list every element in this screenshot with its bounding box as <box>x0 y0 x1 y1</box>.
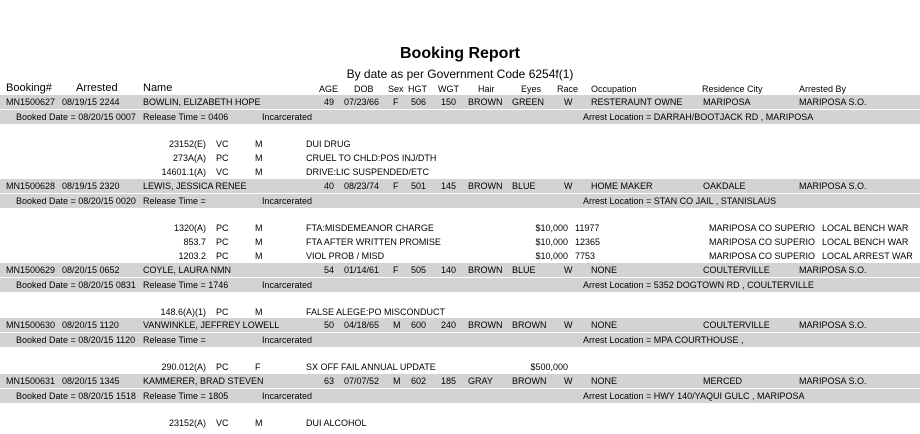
record-header-band <box>0 179 920 193</box>
charge-description: FTA:MISDEMEANOR CHARGE <box>306 223 434 233</box>
occupation: RESTERAUNT OWNE <box>591 97 683 107</box>
age: 49 <box>324 97 335 107</box>
bail-amount: $10,000 <box>535 237 568 247</box>
charge-level: M <box>255 167 263 177</box>
booking-number: MN1500629 <box>6 265 56 275</box>
charge-description: VIOL PROB / MISD <box>306 251 385 261</box>
record-booking-band <box>0 333 920 347</box>
col-age: AGE <box>319 84 339 94</box>
occupation: NONE <box>591 265 618 275</box>
release-time: Release Time = 0406 <box>143 112 229 122</box>
case-number: 7753 <box>575 251 596 261</box>
height: 600 <box>411 320 427 330</box>
eyes: BLUE <box>512 181 536 191</box>
age: 50 <box>324 320 335 330</box>
release-time: Release Time = <box>143 335 206 345</box>
charge-description: DUI DRUG <box>306 139 351 149</box>
warrant-type: LOCAL BENCH WAR <box>822 223 909 233</box>
col-eyes: Eyes <box>521 84 542 94</box>
eyes: BROWN <box>512 320 547 330</box>
arrest-location: Arrest Location = DARRAH/BOOTJACK RD , MARIPOSA <box>583 112 814 122</box>
charge-type: PC <box>216 223 229 233</box>
charge-level: M <box>255 307 263 317</box>
sex: F <box>393 97 399 107</box>
case-number: 12365 <box>575 237 601 247</box>
release-time: Release Time = <box>143 196 206 206</box>
case-number: 11977 <box>575 223 600 233</box>
booked-date: Booked Date = 08/20/15 1120 <box>16 335 136 345</box>
eyes: BLUE <box>512 265 536 275</box>
release-time: Release Time = 1805 <box>143 391 229 401</box>
race: W <box>564 320 573 330</box>
booked-date: Booked Date = 08/20/15 0020 <box>16 196 136 206</box>
hair: BROWN <box>468 265 503 275</box>
col-hair: Hair <box>478 84 495 94</box>
report-title: Booking Report <box>400 45 520 62</box>
arrestee-name: LEWIS, JESSICA RENEE <box>143 181 247 191</box>
custody-status: Incarcerated <box>262 196 313 206</box>
charge-type: PC <box>216 307 229 317</box>
dob: 08/23/74 <box>344 181 380 191</box>
sex: F <box>393 181 399 191</box>
booking-number: MN1500628 <box>6 181 56 191</box>
charge-level: M <box>255 237 263 247</box>
residence-city: COULTERVILLE <box>703 320 770 330</box>
charge-type: PC <box>216 237 229 247</box>
charge-description: FTA AFTER WRITTEN PROMISE <box>306 237 441 247</box>
arrestee-name: VANWINKLE, JEFFREY LOWELL <box>143 320 280 330</box>
eyes: BROWN <box>512 376 547 386</box>
age: 54 <box>324 265 335 275</box>
age: 40 <box>324 181 335 191</box>
arrested-datetime: 08/19/15 2244 <box>62 97 120 107</box>
race: W <box>564 265 573 275</box>
height: 501 <box>411 181 427 191</box>
custody-status: Incarcerated <box>262 391 313 401</box>
bail-amount: $10,000 <box>535 223 568 233</box>
height: 602 <box>411 376 427 386</box>
court: MARIPOSA CO SUPERIO <box>709 223 816 233</box>
charge-description: FALSE ALEGE:PO MISCONDUCT <box>306 307 446 317</box>
charge-level: M <box>255 139 263 149</box>
race: W <box>564 376 573 386</box>
arrestee-name: BOWLIN, ELIZABETH HOPE <box>143 97 261 107</box>
height: 505 <box>411 265 427 275</box>
residence-city: OAKDALE <box>703 181 746 191</box>
height: 506 <box>411 97 427 107</box>
record-header-band <box>0 374 920 388</box>
record-header-band <box>0 95 920 109</box>
sex: F <box>393 265 399 275</box>
booking-number: MN1500627 <box>6 97 56 107</box>
hair: BROWN <box>468 181 503 191</box>
charge-type: PC <box>216 153 229 163</box>
weight: 140 <box>441 265 457 275</box>
col-booking: Booking# <box>6 82 52 94</box>
charge-type: PC <box>216 251 229 261</box>
age: 63 <box>324 376 335 386</box>
residence-city: COULTERVILLE <box>703 265 770 275</box>
charge-level: M <box>255 223 263 233</box>
charge-type: VC <box>216 139 229 149</box>
eyes: GREEN <box>512 97 545 107</box>
release-time: Release Time = 1746 <box>143 280 229 290</box>
charge-code: 23152(A) <box>168 418 206 428</box>
occupation: NONE <box>591 376 618 386</box>
arrested-datetime: 08/20/15 1345 <box>62 376 120 386</box>
charge-code: 853.7 <box>183 237 206 247</box>
record-header-band <box>0 318 920 332</box>
dob: 04/18/65 <box>344 320 380 330</box>
charge-level: M <box>255 251 263 261</box>
custody-status: Incarcerated <box>262 335 313 345</box>
custody-status: Incarcerated <box>262 280 313 290</box>
arrested-datetime: 08/20/15 1120 <box>62 320 119 330</box>
sex: M <box>393 376 401 386</box>
arrest-location: Arrest Location = MPA COURTHOUSE , <box>583 335 744 345</box>
bail-amount: $500,000 <box>530 362 568 372</box>
residence-city: MARIPOSA <box>703 97 751 107</box>
col-name: Name <box>143 82 173 94</box>
charge-description: DUI ALCOHOL <box>306 418 367 428</box>
charge-description: CRUEL TO CHLD:POS INJ/DTH <box>306 153 437 163</box>
weight: 150 <box>441 97 457 107</box>
booking-number: MN1500630 <box>6 320 56 330</box>
occupation: NONE <box>591 320 618 330</box>
dob: 07/07/52 <box>344 376 380 386</box>
report-subtitle: By date as per Government Code 6254f(1) <box>346 67 574 81</box>
race: W <box>564 181 573 191</box>
charge-level: M <box>255 153 263 163</box>
booked-date: Booked Date = 08/20/15 1518 <box>16 391 136 401</box>
arrested-by: MARIPOSA S.O. <box>799 97 867 107</box>
col-race: Race <box>557 84 579 94</box>
charge-code: 23152(E) <box>168 139 206 149</box>
charge-code: 148.6(A)(1) <box>160 307 206 317</box>
charge-code: 14601.1(A) <box>161 167 206 177</box>
warrant-type: LOCAL BENCH WAR <box>822 237 909 247</box>
arrested-by: MARIPOSA S.O. <box>799 265 867 275</box>
col-residence-city: Residence City <box>702 84 763 94</box>
arrested-by: MARIPOSA S.O. <box>799 376 867 386</box>
race: W <box>564 97 573 107</box>
col-arrested: Arrested <box>76 82 118 94</box>
arrested-datetime: 08/19/15 2320 <box>62 181 120 191</box>
custody-status: Incarcerated <box>262 112 313 122</box>
residence-city: MERCED <box>703 376 743 386</box>
charge-level: M <box>255 418 263 428</box>
arrest-location: Arrest Location = STAN CO JAIL , STANISLAUS <box>583 196 777 206</box>
sex: M <box>393 320 401 330</box>
arrest-location: Arrest Location = 5352 DOGTOWN RD , COULTERVILLE <box>583 280 814 290</box>
booked-date: Booked Date = 08/20/15 0007 <box>16 112 136 122</box>
charge-code: 290.012(A) <box>161 362 206 372</box>
dob: 01/14/61 <box>344 265 380 275</box>
arrested-by: MARIPOSA S.O. <box>799 320 867 330</box>
arrestee-name: COYLE, LAURA NMN <box>143 265 232 275</box>
court: MARIPOSA CO SUPERIO <box>709 237 816 247</box>
col-sex: Sex <box>388 84 404 94</box>
charge-code: 273A(A) <box>172 153 206 163</box>
arrest-location: Arrest Location = HWY 140/YAQUI GULC , MARIPOSA <box>583 391 805 401</box>
court: MARIPOSA CO SUPERIO <box>709 251 816 261</box>
col-arrested-by: Arrested By <box>799 84 847 94</box>
hair: BROWN <box>468 320 503 330</box>
col-dob: DOB <box>354 84 374 94</box>
weight: 185 <box>441 376 457 386</box>
charge-type: VC <box>216 418 229 428</box>
hair: BROWN <box>468 97 503 107</box>
charge-description: DRIVE:LIC SUSPENDED/ETC <box>306 167 430 177</box>
arrested-by: MARIPOSA S.O. <box>799 181 867 191</box>
record-header-band <box>0 263 920 277</box>
col-occupation: Occupation <box>591 84 637 94</box>
arrested-datetime: 08/20/15 0652 <box>62 265 120 275</box>
hair: GRAY <box>468 376 493 386</box>
charge-code: 1320(A) <box>173 223 206 233</box>
charge-type: PC <box>216 362 229 372</box>
charge-code: 1203.2 <box>178 251 206 261</box>
weight: 145 <box>441 181 457 191</box>
warrant-type: LOCAL ARREST WAR <box>822 251 913 261</box>
bail-amount: $10,000 <box>535 251 568 261</box>
booked-date: Booked Date = 08/20/15 0831 <box>16 280 136 290</box>
record-booking-band <box>0 194 920 208</box>
dob: 07/23/66 <box>344 97 380 107</box>
arrestee-name: KAMMERER, BRAD STEVEN <box>143 376 264 386</box>
charge-type: VC <box>216 167 229 177</box>
booking-number: MN1500631 <box>6 376 56 386</box>
occupation: HOME MAKER <box>591 181 653 191</box>
weight: 240 <box>441 320 457 330</box>
col-wgt: WGT <box>438 84 459 94</box>
charge-description: SX OFF FAIL ANNUAL UPDATE <box>306 362 436 372</box>
charge-level: F <box>255 362 261 372</box>
col-hgt: HGT <box>408 84 427 94</box>
